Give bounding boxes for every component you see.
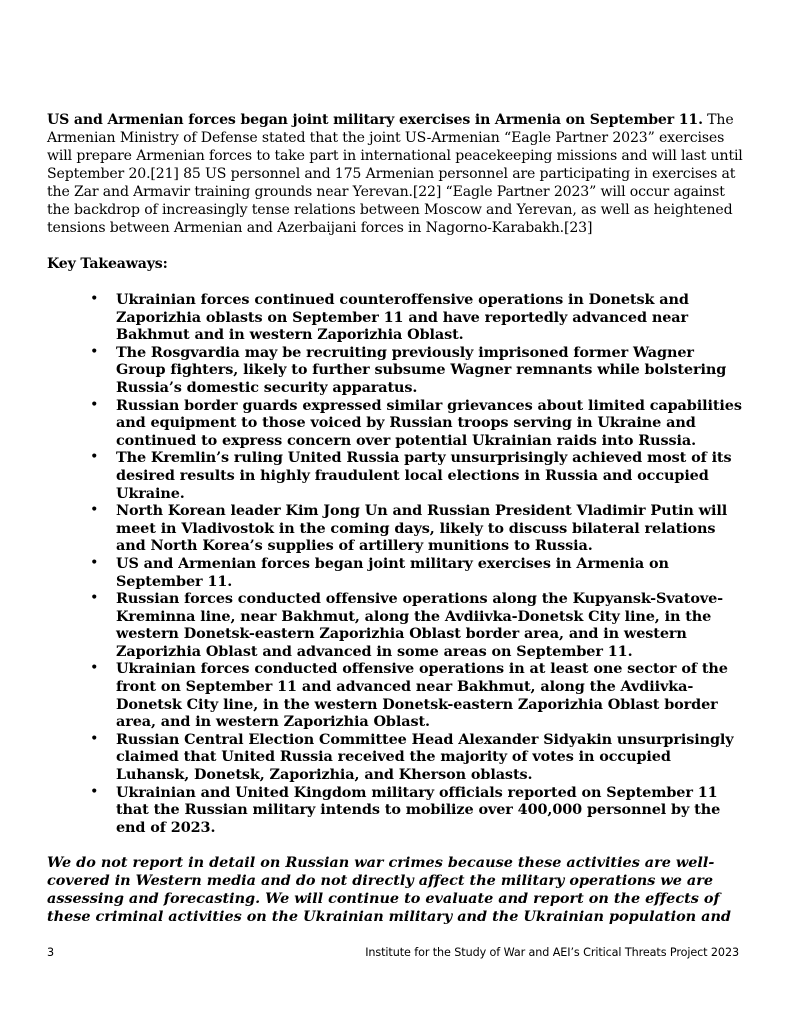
list-item — [47, 590, 747, 660]
list-item-text: Ukrainian forces conducted offensive operations in at least one sector of the front on September 11 and advanced near Bakhmut, along the Avdiivka-Donetsk City line, in the western Donetsk-eastern Zaporizhia Oblast border area, and in western Zaporizhia Oblast. — [116, 660, 728, 731]
footer-source: Institute for the Study of War and AEI’s Critical Threats Project 2023 — [365, 946, 739, 959]
bullet-icon: • — [90, 502, 99, 519]
list-item-text: Russian forces conducted offensive operations along the Kupyansk-Svatove-Kreminna line, near Bakhmut, along the Avdiivka-Donetsk City line, in the western Donetsk-eastern Zaporizhia Oblast border area, and in western Zaporizhia Oblast and advanced in some areas on September 11. — [116, 590, 724, 660]
bullet-icon: • — [90, 449, 99, 466]
bullet-icon: • — [90, 343, 99, 360]
list-item-text: Russian Central Election Committee Head Alexander Sidyakin unsurprisingly claimed that United Russia received the majority of votes in occupied Luhansk, Donetsk, Zaporizhia, and Kherson oblasts. — [116, 730, 734, 784]
list-item-text: North Korean leader Kim Jong Un and Russian President Vladimir Putin will meet in Vladivostok in the coming days, likely to discuss bilateral relations and North Korea’s supplies of artillery munitions to Russia. — [116, 502, 728, 555]
list-item-text: The Kremlin’s ruling United Russia party unsurprisingly achieved most of its desired results in highly fraudulent local elections in Russia and occupied Ukraine. — [116, 449, 732, 502]
bullet-icon: • — [90, 291, 99, 307]
page-number: 3 — [47, 946, 55, 959]
key-takeaways-heading: Key Takeaways: — [47, 256, 168, 272]
list-item — [47, 397, 747, 450]
bullet-icon: • — [90, 783, 99, 800]
list-item — [47, 555, 747, 590]
list-item — [47, 784, 747, 837]
list-item-text: US and Armenian forces began joint military exercises in Armenia on September 11. — [116, 554, 669, 590]
key-takeaways-list — [47, 291, 747, 836]
list-item — [47, 291, 747, 344]
war-crimes-note: We do not report in detail on Russian war crimes because these activities are well-covered in Western media and do not directly affect the military operations we are assessing and forecasting. We will continue to evaluate and report on the effects of these criminal activities on the Ukrainian military and the Ukrainian population and — [47, 854, 731, 926]
list-item — [47, 344, 747, 397]
list-item — [47, 731, 747, 784]
bullet-icon: • — [90, 730, 99, 747]
intro-paragraph — [47, 111, 747, 237]
bullet-icon: • — [90, 396, 99, 413]
list-item — [47, 502, 747, 555]
list-item-text: Ukrainian and United Kingdom military officials reported on September 11 that the Russian military intends to mobilize over 400,000 personnel by the end of 2023. — [116, 783, 721, 836]
page-content — [47, 111, 747, 926]
list-item-text: Ukrainian forces continued counteroffensive operations in Donetsk and Zaporizhia oblasts on September 11 and have reportedly advanced near Bakhmut and in western Zaporizhia Oblast. — [116, 291, 689, 344]
bullet-icon: • — [90, 590, 99, 607]
intro-lead: US and Armenian forces began joint military exercises in Armenia on September 11. — [47, 112, 703, 128]
page-footer — [47, 945, 739, 961]
list-item-text: The Rosgvardia may be recruiting previously imprisoned former Wagner Group fighters, likely to further subsume Wagner remnants while bolstering Russia’s domestic security apparatus. — [116, 343, 727, 396]
bullet-icon: • — [90, 554, 99, 571]
list-item — [47, 660, 747, 730]
list-item-text: Russian border guards expressed similar grievances about limited capabilities and equipment to those voiced by Russian troops serving in Ukraine and continued to express concern over potential Ukrainian raids into Russia. — [116, 396, 742, 449]
bullet-icon: • — [90, 660, 99, 677]
list-item — [47, 449, 747, 502]
intro-body: The Armenian Ministry of Defense stated that the joint US-Armenian “Eagle Partner 2023” exercises will prepare Armenian forces to take part in international peacekeeping missions and will last until September 20.[21] 85 US personnel and 175 Armenian personnel are participating in exercises at the Zar and Armavir training grounds near Yerevan.[22] “Eagle Partner 2023” will occur against the backdrop of increasingly tense relations between Moscow and Yerevan, as well as heightened tensions between Armenian and Azerbaijani forces in Nagorno-Karabakh.[23] — [47, 112, 743, 236]
